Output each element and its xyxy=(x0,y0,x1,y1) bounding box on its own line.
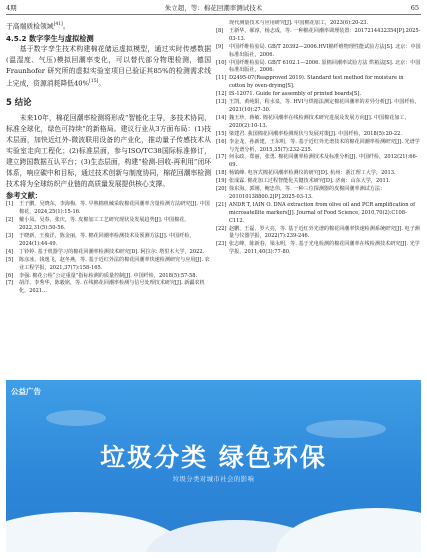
reference-text: 于晓新，王俊洋，陈金丽，等. 棉花回潮率检测技术及预测方法[J]. 中国纤检，2024(1):44-49. xyxy=(19,233,195,247)
cloud-decoration xyxy=(46,410,106,426)
section-4-5-2-body xyxy=(6,44,211,89)
reference-item xyxy=(216,154,421,170)
reference-number: [18] xyxy=(216,170,227,177)
reference-text: 胡洋，李秀华，陈毅铭，等. 在线棉花回潮率检测与信号处理技术研究[J]. 新疆农机化，2021... xyxy=(19,280,205,295)
reference-number: [16] xyxy=(216,138,227,145)
reference-text: 王子鹏，吴晓东，李海梅，等. 早熟棉机械采收棉花回潮率含量检测方法研究[J]. 中国棉花，2024,25(1):15-16. xyxy=(19,201,210,216)
reference-continuation: 现代测量技术与应用研究[J]. 中国棉花加工，2023(6):20-23. xyxy=(229,20,369,26)
reference-text: 梁建君. 我国棉花回潮率检测现状与发展对策[J]. 中国纤检，2018(5):20-22. xyxy=(229,130,402,137)
reference-text: 李强. 棉花公检“公定重量”指标检测的质量控制[J]. 中国纤检，2018(5):57-58. xyxy=(19,272,198,279)
reference-text: 李金龙，孙新建，王东明，等. 基于近红外光谱技术的棉花回潮率检测研究[J]. 光谱学与光谱分析，2015,35(7):232-235. xyxy=(229,138,420,153)
right-column xyxy=(216,20,421,376)
intro-line xyxy=(6,20,211,32)
reference-item xyxy=(216,226,421,242)
reference-number: [23] xyxy=(216,241,227,248)
running-header xyxy=(6,3,421,15)
reference-text: 戴小凤，吴春，张庆，等. 皮棉加工工艺研究现状及发展趋势[J]. 中国棉花，2022,31(5):50-56. xyxy=(19,217,190,232)
reference-text: 中国纤维检验局. GB/T 20392—2006.HVI棉纤维物理性能试验方法[S]. 北京：中国标准出版社，2006. xyxy=(229,43,421,58)
reference-number: [14] xyxy=(216,114,227,121)
reference-item xyxy=(6,201,211,217)
intro-text: 于高端质检领域 xyxy=(6,22,54,31)
running-title: 朱立超，等：棉花回潮率测试技术 xyxy=(164,4,263,12)
reference-number: [15] xyxy=(216,130,227,137)
reference-text: IS-12071. Guide for assembly of printed boards[S]. xyxy=(229,91,362,98)
citation: [15] xyxy=(89,78,99,84)
reference-number: [1] xyxy=(6,201,14,208)
reference-item xyxy=(216,60,421,76)
reference-item xyxy=(216,241,421,257)
reference-number: [9] xyxy=(216,43,224,50)
ad-title: 垃圾分类 绿色环保 xyxy=(100,443,327,472)
reference-number: [21] xyxy=(216,201,227,208)
reference-text: 中国纤维检验局. GB/T 6102.1—2006. 原棉回潮率试验方法 烘箱法[S]. 北京：中国标准出版社，2006. xyxy=(229,59,421,74)
reference-number: [4] xyxy=(6,248,14,255)
reference-item xyxy=(216,28,421,44)
public-service-ad xyxy=(6,380,421,552)
intro-end: 。 xyxy=(62,22,70,31)
conclusion-body xyxy=(6,113,211,189)
section-heading-conclusion: 5 结论 xyxy=(6,97,32,108)
reference-item xyxy=(216,186,421,202)
reference-number: [3] xyxy=(6,233,14,240)
reference-number: [13] xyxy=(216,99,227,106)
page-number: 65 xyxy=(410,4,419,12)
reference-number: [11] xyxy=(216,75,227,82)
reference-item xyxy=(216,75,421,91)
reference-text: 赵鹏，王磊，罗大亮，等. 基于近红外光谱的棉花回潮率快速检测系统研究[J]. 电子测量与仪器学报，2022(7):239-246. xyxy=(229,225,420,240)
reference-text: 王凯，黄纯阳，程水泉，等. HVI与烘箱法测定棉花回潮率的差异分析[J]. 中国纤检，2021(10):27-30. xyxy=(229,99,420,113)
reference-number: [17] xyxy=(216,154,227,161)
left-column xyxy=(6,20,211,376)
reference-item xyxy=(6,280,211,296)
reference-item xyxy=(216,131,421,139)
reference-number: [12] xyxy=(216,91,227,98)
reference-text: 张志峰，陈新春，梁永明，等. 基于光电检测的棉花回潮率在线检测技术研究[J]. 光学学报，2011,40(3):77-80. xyxy=(229,241,420,256)
reference-text: 张成霖. 棉花加工过程智能化关键技术研究[D]. 济南：山东大学，2011. xyxy=(229,178,391,185)
reference-item xyxy=(6,257,211,273)
reference-number: [6] xyxy=(6,272,14,279)
paragraph xyxy=(6,44,211,89)
page-issue: 4期 xyxy=(6,4,17,12)
reference-number: [7] xyxy=(6,280,14,287)
reference-item xyxy=(216,170,421,178)
reference-item xyxy=(6,249,211,257)
citation: [41] xyxy=(53,22,63,27)
paragraph-text: 基于数字孪生技术构建棉花储运虚拟模型，通过实时传感数据(温湿度、气压)模拟回潮率变化，可以替代部分物理检测，德国 Fraunhofer 研究所的虚拟实验室项目已验证其85%的检测需求线上完成，资源消耗降低40% xyxy=(6,45,211,88)
hill-decoration xyxy=(276,508,421,552)
reference-text: 杨镇峰. 电容式棉花回潮率检测仪的研究[D]. 杭州：浙江理工大学，2013. xyxy=(229,170,396,177)
ad-label: 公益广告 xyxy=(11,387,41,396)
ad-subtitle: 垃圾分类对城市社会的影响 xyxy=(172,476,255,483)
cloud-decoration xyxy=(306,420,386,438)
reference-text: ANDR T, IAIN O. DNA extraction from olive oil and PCR amplification of microsatellite markers[J]. Journal of Food Science, 2010,70(2):C108-C112. xyxy=(229,201,416,224)
reference-number: [2] xyxy=(6,217,14,224)
reference-item xyxy=(6,217,211,233)
reference-item xyxy=(216,202,421,226)
reference-item xyxy=(216,115,421,131)
reference-item xyxy=(216,44,421,60)
reference-item xyxy=(216,91,421,99)
reference-number: [5] xyxy=(6,256,14,263)
reference-text: 魏玉珍，蒋敏. 棉花回潮率在线检测技术研究进展及发展方向[J]. 中国棉花加工，2020(2):10-13. xyxy=(229,114,410,129)
reference-text: 陈彦冰，钱逸飞，赵冬燕，等. 基于近红外法的棉花回潮率快速检测研究与应用[J]. 农业工程学报，2021,37(7):158-165. xyxy=(19,256,210,271)
paragraph: 未来10年，棉花回潮率检测将形成“智能化主导，多技术协同，标准全球化，绿色可持续”的新格局。建议行业从3方面布局：(1)技术层面，加快近红外-微波联用设备的产业化，推动量子传感技术从实验室走向工程化；(2)标准层面，参与ISO/TC38国际标准修订，建立跨国数据互认平台；(3)生态层面，构建“检测-回收-再利用”闭环体系，响应碳中和目标，通过技术创新与制度协同，棉花回潮率检测技术将为全球纺织产业链的高质量发展提供核心支撑。 xyxy=(6,114,211,188)
reference-text: 何永政，郑丽，张勇. 棉花回潮率检测技术及标准分析[J]. 中国纤检，2012(21):66-69. xyxy=(229,154,418,169)
section-heading-4-5-2: 4.5.2 数字孪生与虚拟检测 xyxy=(6,34,94,44)
references-list-left xyxy=(6,201,211,296)
paragraph-end: 。 xyxy=(98,79,106,88)
reference-number: [19] xyxy=(216,178,227,185)
reference-item xyxy=(216,139,421,155)
reference-text: D2495-07(Reapproved 2019). Standard test method for moisture in cotton by oven-drying[S]. xyxy=(229,75,404,90)
reference-number: [8] xyxy=(216,27,224,34)
references-heading: 参考文献： xyxy=(6,191,42,201)
reference-number: [10] xyxy=(216,59,227,66)
reference-text: 王新华，郝淳，杨志成，等. 一种棉花回潮率调理装置：2017214432354[P].2025-03-13. xyxy=(229,27,421,42)
reference-item xyxy=(6,233,211,249)
reference-text: 丁铃婷. 基于机器学习的棉花回潮率检测技术研究[D]. 阿拉尔: 塔里木大学，2022. xyxy=(19,248,205,255)
reference-item xyxy=(216,99,421,115)
reference-item xyxy=(216,178,421,186)
reference-number: [22] xyxy=(216,225,227,232)
reference-number: [20] xyxy=(216,186,227,193)
reference-text: 徐东海，郭刚，鲍忠伟，等. 一种三位探测器的皮棉回潮率测试方法：201010138800.2[P].2025-03-13. xyxy=(229,186,386,200)
